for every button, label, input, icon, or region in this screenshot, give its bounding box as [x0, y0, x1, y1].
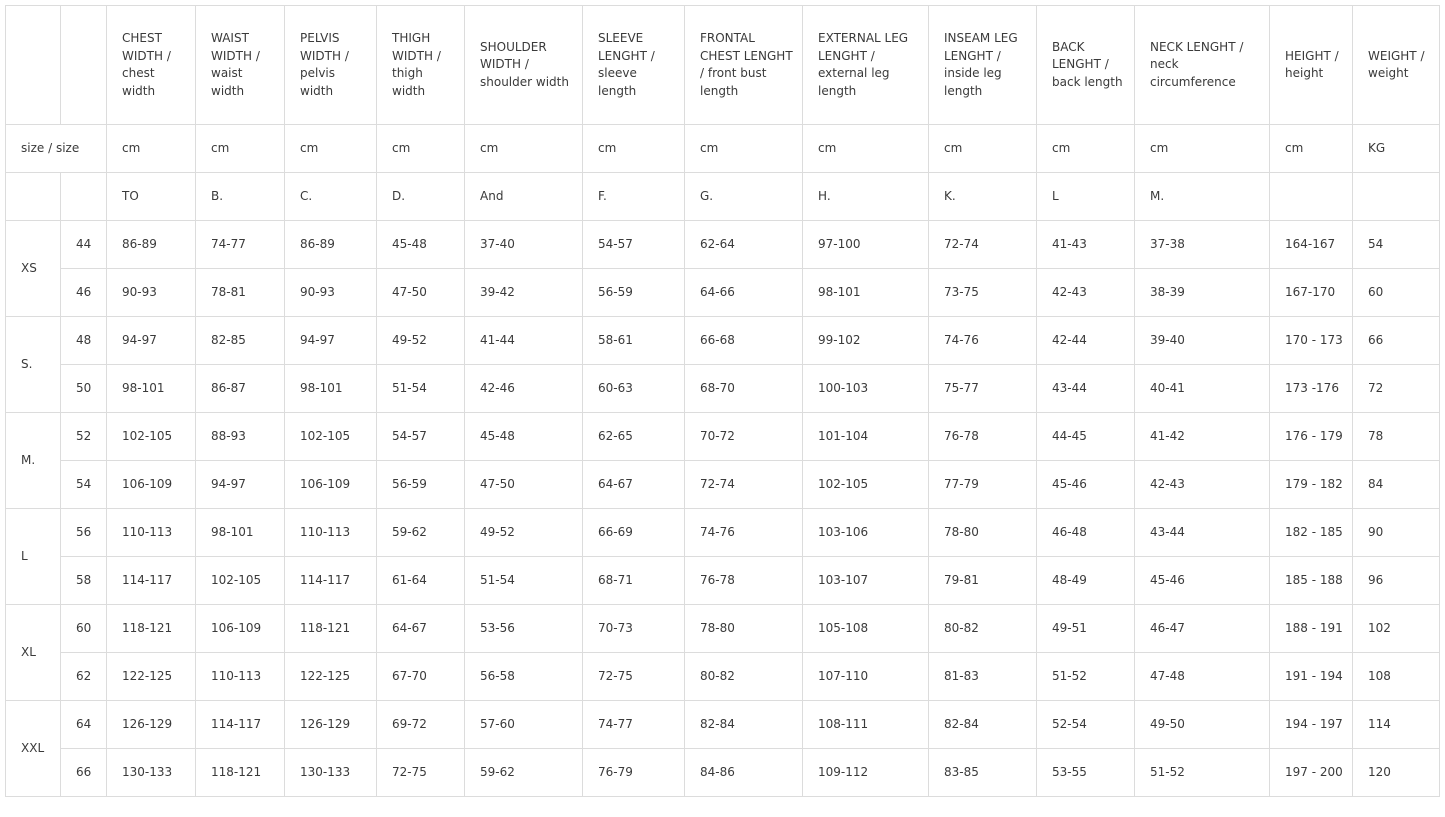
- measurement-cell: 40-41: [1135, 365, 1270, 413]
- measurement-cell: 42-46: [465, 365, 583, 413]
- measure-letter-cell: [1270, 173, 1353, 221]
- measurement-cell: 102: [1353, 605, 1440, 653]
- table-row: [6, 557, 1440, 605]
- measurement-cell: 130-133: [285, 749, 377, 797]
- measurement-cell: 49-50: [1135, 701, 1270, 749]
- unit-cell: cm: [685, 125, 803, 173]
- measurement-cell: 82-84: [685, 701, 803, 749]
- letters-row: [6, 173, 1440, 221]
- measurement-cell: 49-52: [377, 317, 465, 365]
- measurement-cell: 82-84: [929, 701, 1037, 749]
- table-row: [6, 701, 1440, 749]
- measurement-cell: 78: [1353, 413, 1440, 461]
- measurement-cell: 78-80: [929, 509, 1037, 557]
- measurement-cell: 39-40: [1135, 317, 1270, 365]
- measurement-cell: 114: [1353, 701, 1440, 749]
- measurement-cell: 45-48: [465, 413, 583, 461]
- measurement-cell: 106-109: [285, 461, 377, 509]
- unit-cell: cm: [377, 125, 465, 173]
- measurement-cell: 44-45: [1037, 413, 1135, 461]
- measurement-cell: 101-104: [803, 413, 929, 461]
- unit-cell: cm: [196, 125, 285, 173]
- measurement-cell: 107-110: [803, 653, 929, 701]
- measurement-cell: 176 - 179: [1270, 413, 1353, 461]
- measurement-cell: 105-108: [803, 605, 929, 653]
- measurement-cell: 86-87: [196, 365, 285, 413]
- measurement-cell: 102-105: [803, 461, 929, 509]
- measurement-cell: 98-101: [196, 509, 285, 557]
- measurement-cell: 80-82: [685, 653, 803, 701]
- unit-cell: cm: [107, 125, 196, 173]
- measurement-cell: 74-77: [196, 221, 285, 269]
- measurement-cell: 53-56: [465, 605, 583, 653]
- measurement-cell: 80-82: [929, 605, 1037, 653]
- measurement-cell: 37-38: [1135, 221, 1270, 269]
- measurement-cell: 102-105: [196, 557, 285, 605]
- measure-letter-cell: TO: [107, 173, 196, 221]
- size-chart-table: [5, 5, 1440, 797]
- size-group-label: M.: [6, 413, 61, 509]
- measure-letter-cell: B.: [196, 173, 285, 221]
- measurement-cell: 70-72: [685, 413, 803, 461]
- size-group-label: XL: [6, 605, 61, 701]
- measurement-cell: 47-48: [1135, 653, 1270, 701]
- measurement-cell: 68-70: [685, 365, 803, 413]
- measurement-cell: 75-77: [929, 365, 1037, 413]
- measurement-cell: 58-61: [583, 317, 685, 365]
- unit-cell: cm: [285, 125, 377, 173]
- measurement-cell: 64-67: [583, 461, 685, 509]
- measurement-cell: 41-42: [1135, 413, 1270, 461]
- measurement-cell: 191 - 194: [1270, 653, 1353, 701]
- measurement-cell: 73-75: [929, 269, 1037, 317]
- measurement-cell: 185 - 188: [1270, 557, 1353, 605]
- measurement-cell: 46-48: [1037, 509, 1135, 557]
- column-header: INSEAM LEG LENGHT / inside leg length: [929, 6, 1037, 125]
- measurement-cell: 78-80: [685, 605, 803, 653]
- size-chart-container: [5, 5, 1440, 797]
- measurement-cell: 38-39: [1135, 269, 1270, 317]
- column-header: NECK LENGHT / neck circumference: [1135, 6, 1270, 125]
- table-row: [6, 317, 1440, 365]
- measurement-cell: 94-97: [285, 317, 377, 365]
- measurement-cell: 54-57: [377, 413, 465, 461]
- measure-letter-cell: L: [1037, 173, 1135, 221]
- measurement-cell: 98-101: [285, 365, 377, 413]
- measurement-cell: 164-167: [1270, 221, 1353, 269]
- measurement-cell: 51-52: [1135, 749, 1270, 797]
- measurement-cell: 45-48: [377, 221, 465, 269]
- measurement-cell: 90: [1353, 509, 1440, 557]
- measurement-cell: 62-64: [685, 221, 803, 269]
- blank-cell: [61, 173, 107, 221]
- measurement-cell: 130-133: [107, 749, 196, 797]
- measure-letter-cell: H.: [803, 173, 929, 221]
- measurement-cell: 59-62: [377, 509, 465, 557]
- size-number-cell: 58: [61, 557, 107, 605]
- table-row: [6, 749, 1440, 797]
- measurement-cell: 120: [1353, 749, 1440, 797]
- table-row: [6, 365, 1440, 413]
- table-row: [6, 605, 1440, 653]
- units-row: [6, 125, 1440, 173]
- measurement-cell: 188 - 191: [1270, 605, 1353, 653]
- measurement-cell: 54: [1353, 221, 1440, 269]
- column-header: CHEST WIDTH / chest width: [107, 6, 196, 125]
- measurement-cell: 41-43: [1037, 221, 1135, 269]
- header-blank-cell: [6, 6, 61, 125]
- blank-cell: [6, 173, 61, 221]
- measurement-cell: 110-113: [285, 509, 377, 557]
- column-header: WEIGHT / weight: [1353, 6, 1440, 125]
- measurement-cell: 170 - 173: [1270, 317, 1353, 365]
- measurement-cell: 47-50: [465, 461, 583, 509]
- measurement-cell: 41-44: [465, 317, 583, 365]
- table-row: [6, 461, 1440, 509]
- measurement-cell: 74-76: [685, 509, 803, 557]
- measurement-cell: 51-54: [465, 557, 583, 605]
- measurement-cell: 122-125: [107, 653, 196, 701]
- measure-letter-cell: M.: [1135, 173, 1270, 221]
- measurement-cell: 56-59: [583, 269, 685, 317]
- measurement-cell: 49-51: [1037, 605, 1135, 653]
- measurement-cell: 197 - 200: [1270, 749, 1353, 797]
- unit-cell: cm: [583, 125, 685, 173]
- measurement-cell: 72-74: [929, 221, 1037, 269]
- measurement-cell: 109-112: [803, 749, 929, 797]
- size-number-cell: 66: [61, 749, 107, 797]
- measurement-cell: 68-71: [583, 557, 685, 605]
- measurement-cell: 42-43: [1135, 461, 1270, 509]
- measurement-cell: 47-50: [377, 269, 465, 317]
- size-number-cell: 60: [61, 605, 107, 653]
- measurement-cell: 94-97: [107, 317, 196, 365]
- size-number-cell: 44: [61, 221, 107, 269]
- measurement-cell: 78-81: [196, 269, 285, 317]
- measurement-cell: 99-102: [803, 317, 929, 365]
- measure-letter-cell: F.: [583, 173, 685, 221]
- measurement-cell: 98-101: [107, 365, 196, 413]
- measurement-cell: 48-49: [1037, 557, 1135, 605]
- measurement-cell: 106-109: [196, 605, 285, 653]
- measurement-cell: 102-105: [285, 413, 377, 461]
- column-header: HEIGHT / height: [1270, 6, 1353, 125]
- column-header: BACK LENGHT / back length: [1037, 6, 1135, 125]
- measurement-cell: 69-72: [377, 701, 465, 749]
- measurement-cell: 60: [1353, 269, 1440, 317]
- size-label-cell: size / size: [6, 125, 107, 173]
- measurement-cell: 76-79: [583, 749, 685, 797]
- column-header: EXTERNAL LEG LENGHT / external leg length: [803, 6, 929, 125]
- measurement-cell: 76-78: [929, 413, 1037, 461]
- measurement-cell: 108: [1353, 653, 1440, 701]
- size-number-cell: 52: [61, 413, 107, 461]
- measurement-cell: 126-129: [285, 701, 377, 749]
- measurement-cell: 110-113: [107, 509, 196, 557]
- measurement-cell: 43-44: [1037, 365, 1135, 413]
- measurement-cell: 167-170: [1270, 269, 1353, 317]
- measurement-cell: 72-75: [377, 749, 465, 797]
- unit-cell: cm: [1135, 125, 1270, 173]
- measurement-cell: 53-55: [1037, 749, 1135, 797]
- size-number-cell: 50: [61, 365, 107, 413]
- measurement-cell: 56-59: [377, 461, 465, 509]
- measurement-cell: 114-117: [107, 557, 196, 605]
- measurement-cell: 61-64: [377, 557, 465, 605]
- column-header: SLEEVE LENGHT / sleeve length: [583, 6, 685, 125]
- measurement-cell: 45-46: [1037, 461, 1135, 509]
- measurement-cell: 51-54: [377, 365, 465, 413]
- measurement-cell: 100-103: [803, 365, 929, 413]
- measurement-cell: 77-79: [929, 461, 1037, 509]
- measurement-cell: 84: [1353, 461, 1440, 509]
- measurement-cell: 118-121: [196, 749, 285, 797]
- header-blank-cell: [61, 6, 107, 125]
- measurement-cell: 39-42: [465, 269, 583, 317]
- measurement-cell: 70-73: [583, 605, 685, 653]
- measurement-cell: 59-62: [465, 749, 583, 797]
- measurement-cell: 110-113: [196, 653, 285, 701]
- size-number-cell: 54: [61, 461, 107, 509]
- measurement-cell: 82-85: [196, 317, 285, 365]
- measurement-cell: 88-93: [196, 413, 285, 461]
- measure-letter-cell: And: [465, 173, 583, 221]
- size-number-cell: 46: [61, 269, 107, 317]
- measurement-cell: 54-57: [583, 221, 685, 269]
- measurement-cell: 45-46: [1135, 557, 1270, 605]
- measure-letter-cell: K.: [929, 173, 1037, 221]
- measurement-cell: 67-70: [377, 653, 465, 701]
- unit-cell: cm: [803, 125, 929, 173]
- unit-cell: KG: [1353, 125, 1440, 173]
- table-row: [6, 269, 1440, 317]
- measurement-cell: 66-69: [583, 509, 685, 557]
- measurement-cell: 126-129: [107, 701, 196, 749]
- table-row: [6, 221, 1440, 269]
- measurement-cell: 173 -176: [1270, 365, 1353, 413]
- measurement-cell: 122-125: [285, 653, 377, 701]
- measurement-cell: 108-111: [803, 701, 929, 749]
- measurement-cell: 90-93: [107, 269, 196, 317]
- header-row: [6, 6, 1440, 125]
- unit-cell: cm: [929, 125, 1037, 173]
- measurement-cell: 66-68: [685, 317, 803, 365]
- measurement-cell: 42-44: [1037, 317, 1135, 365]
- column-header: SHOULDER WIDTH / shoulder width: [465, 6, 583, 125]
- measurement-cell: 62-65: [583, 413, 685, 461]
- measure-letter-cell: C.: [285, 173, 377, 221]
- unit-cell: cm: [1270, 125, 1353, 173]
- measurement-cell: 60-63: [583, 365, 685, 413]
- measurement-cell: 86-89: [107, 221, 196, 269]
- measurement-cell: 94-97: [196, 461, 285, 509]
- measurement-cell: 98-101: [803, 269, 929, 317]
- table-row: [6, 509, 1440, 557]
- size-group-label: S.: [6, 317, 61, 413]
- unit-cell: cm: [1037, 125, 1135, 173]
- measurement-cell: 179 - 182: [1270, 461, 1353, 509]
- measurement-cell: 114-117: [196, 701, 285, 749]
- measurement-cell: 83-85: [929, 749, 1037, 797]
- size-group-label: XS: [6, 221, 61, 317]
- column-header: FRONTAL CHEST LENGHT / front bust length: [685, 6, 803, 125]
- measurement-cell: 72: [1353, 365, 1440, 413]
- measurement-cell: 74-76: [929, 317, 1037, 365]
- measurement-cell: 57-60: [465, 701, 583, 749]
- measurement-cell: 72-75: [583, 653, 685, 701]
- measurement-cell: 51-52: [1037, 653, 1135, 701]
- size-group-label: XXL: [6, 701, 61, 797]
- measurement-cell: 56-58: [465, 653, 583, 701]
- measurement-cell: 103-106: [803, 509, 929, 557]
- column-header: WAIST WIDTH / waist width: [196, 6, 285, 125]
- measurement-cell: 182 - 185: [1270, 509, 1353, 557]
- column-header: PELVIS WIDTH / pelvis width: [285, 6, 377, 125]
- measurement-cell: 64-66: [685, 269, 803, 317]
- size-number-cell: 48: [61, 317, 107, 365]
- measurement-cell: 97-100: [803, 221, 929, 269]
- column-header: THIGH WIDTH / thigh width: [377, 6, 465, 125]
- size-number-cell: 62: [61, 653, 107, 701]
- measurement-cell: 114-117: [285, 557, 377, 605]
- measurement-cell: 64-67: [377, 605, 465, 653]
- measurement-cell: 74-77: [583, 701, 685, 749]
- measurement-cell: 72-74: [685, 461, 803, 509]
- measurement-cell: 106-109: [107, 461, 196, 509]
- measurement-cell: 118-121: [285, 605, 377, 653]
- measurement-cell: 43-44: [1135, 509, 1270, 557]
- measurement-cell: 76-78: [685, 557, 803, 605]
- measurement-cell: 86-89: [285, 221, 377, 269]
- measurement-cell: 46-47: [1135, 605, 1270, 653]
- table-row: [6, 413, 1440, 461]
- measurement-cell: 84-86: [685, 749, 803, 797]
- measurement-cell: 42-43: [1037, 269, 1135, 317]
- measurement-cell: 49-52: [465, 509, 583, 557]
- size-group-label: L: [6, 509, 61, 605]
- measurement-cell: 66: [1353, 317, 1440, 365]
- measurement-cell: 118-121: [107, 605, 196, 653]
- measurement-cell: 79-81: [929, 557, 1037, 605]
- measurement-cell: 194 - 197: [1270, 701, 1353, 749]
- unit-cell: cm: [465, 125, 583, 173]
- size-number-cell: 64: [61, 701, 107, 749]
- size-number-cell: 56: [61, 509, 107, 557]
- measurement-cell: 37-40: [465, 221, 583, 269]
- measurement-cell: 81-83: [929, 653, 1037, 701]
- measure-letter-cell: G.: [685, 173, 803, 221]
- measure-letter-cell: D.: [377, 173, 465, 221]
- measurement-cell: 102-105: [107, 413, 196, 461]
- measurement-cell: 103-107: [803, 557, 929, 605]
- measurement-cell: 52-54: [1037, 701, 1135, 749]
- table-row: [6, 653, 1440, 701]
- measure-letter-cell: [1353, 173, 1440, 221]
- measurement-cell: 96: [1353, 557, 1440, 605]
- measurement-cell: 90-93: [285, 269, 377, 317]
